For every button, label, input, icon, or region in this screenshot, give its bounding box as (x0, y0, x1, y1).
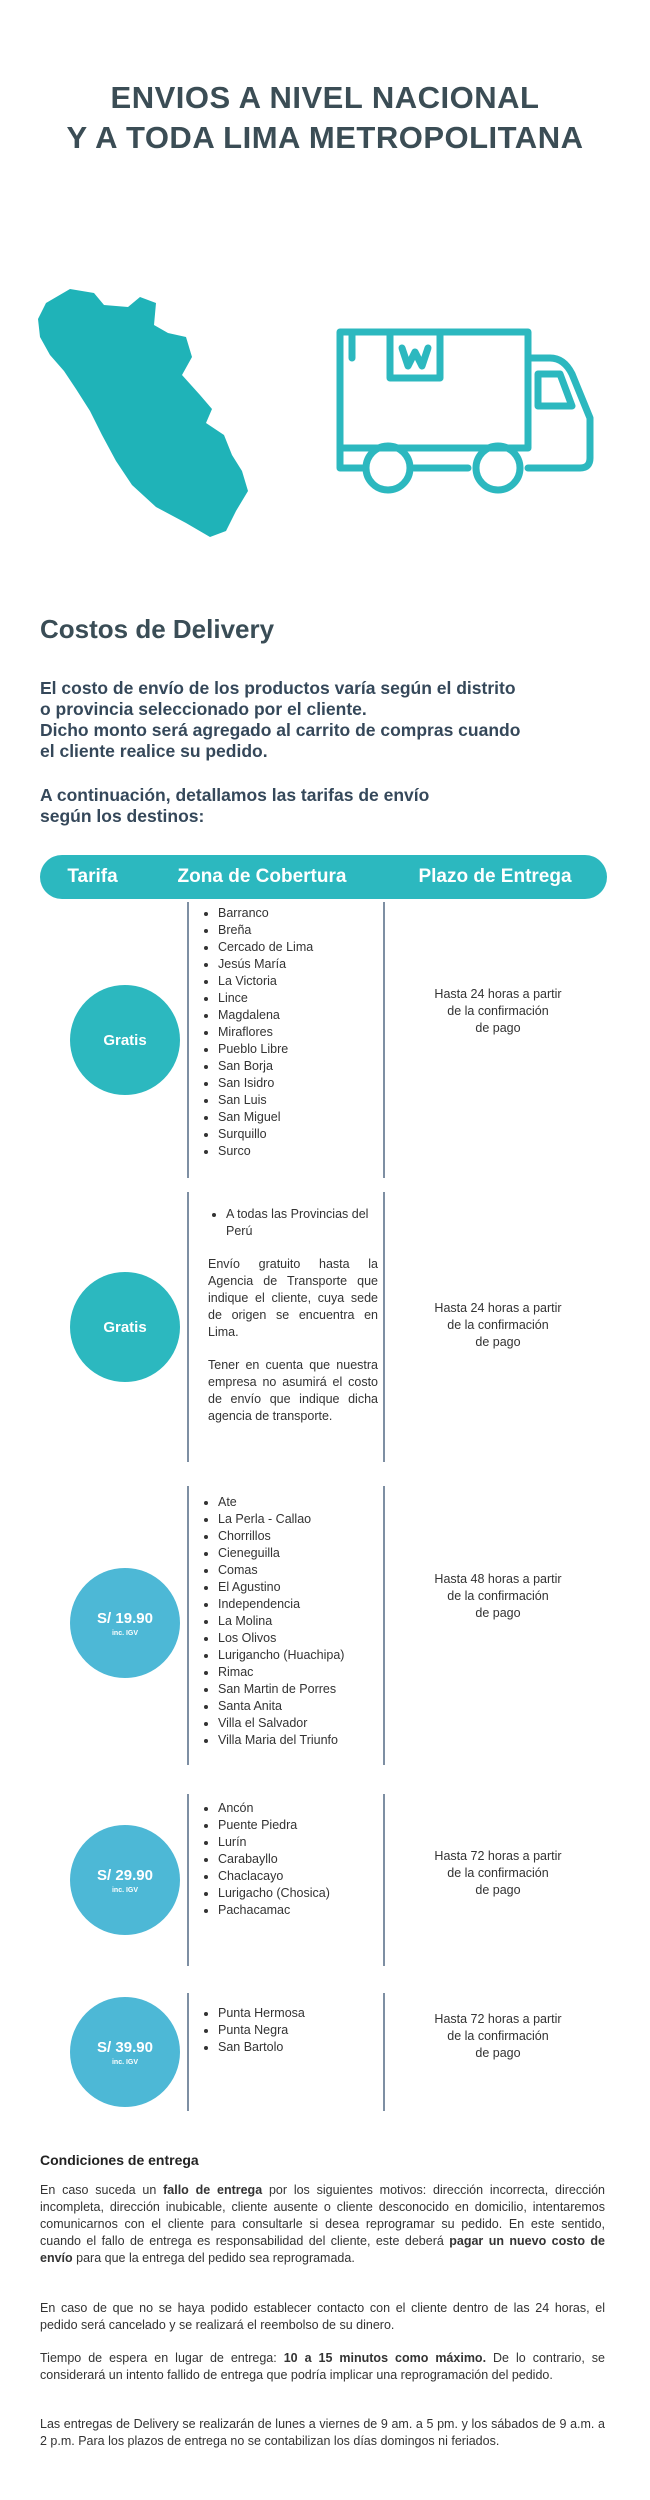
conditions-paragraph-3: Tiempo de espera en lugar de entrega: 10 a 15 minutos como máximo. De lo contrario, se considerará un intento fallido de entrega que podría implicar una reprogramación del pedido. (40, 2351, 605, 2382)
table-row (40, 1486, 607, 1765)
header-plazo: Plazo de Entrega (418, 866, 572, 887)
intro-paragraph-2: A continuación, detallamos las tarifas de envío según los destinos: (40, 785, 430, 826)
header-tarifa: Tarifa (67, 866, 118, 887)
conditions-paragraph-1: En caso suceda un fallo de entrega por los siguientes motivos: dirección incorrecta, dirección incompleta, dirección inubicable, cliente ausente o cliente desconocido en domicilio, intentaremos comunicarnos con el cliente para consultarle si desea reprogramar su pedido. En este sentido, cuando el fallo de entrega es responsabilidad del cliente, este deberá pagar un nuevo costo de envío para que la entrega del pedido sea reprogramada. (40, 2183, 606, 2265)
zone-list: • Ancón • Puente Piedra • Lurín • Carabayllo • Chaclacayo • Lurigacho (Chosica) • Pachacamac (200, 1800, 376, 1919)
title-line-1: ENVIOS A NIVEL NACIONAL (110, 80, 540, 115)
divider (187, 1486, 189, 1765)
delivery-time: Hasta 24 horas a partir de la confirmación de pago (434, 1301, 562, 1349)
divider (383, 1486, 385, 1765)
header-zona: Zona de Cobertura (177, 866, 347, 887)
table-row (40, 902, 607, 1178)
zone-list: • Barranco • Breña • Cercado de Lima • Jesús María • La Victoria • Lince • Magdalena • Miraflores • Pueblo Libre • San Borja • San Isidro • San Luis • San Miguel • Surquillo • Surco (200, 905, 376, 1160)
page-title (0, 78, 650, 158)
peru-map-icon (36, 285, 256, 540)
agency-note: Envío gratuito hasta la Agencia de Transporte que indique el cliente, cuya sede de origen se encuentra en Lima. (208, 1257, 378, 1339)
delivery-time: Hasta 72 horas a partir de la confirmación de pago (434, 2012, 562, 2060)
divider (187, 1794, 189, 1966)
price-badge: Gratis (70, 1272, 180, 1382)
price-badge: S/ 19.90 inc. IGV (70, 1568, 180, 1678)
title-line-2: Y A TODA LIMA METROPOLITANA (66, 120, 584, 155)
delivery-time: Hasta 24 horas a partir de la confirmación de pago (434, 987, 562, 1035)
conditions-paragraph-2: En caso de que no se haya podido establecer contacto con el cliente dentro de las 24 horas, el pedido será cancelado y se realizará el reembolso de su dinero. (40, 2301, 605, 2332)
divider (383, 1192, 385, 1462)
table-row (40, 1794, 607, 1966)
divider (187, 1192, 189, 1462)
divider (383, 902, 385, 1178)
divider (187, 1993, 189, 2111)
table-header (40, 855, 607, 899)
zone-list: • Ate • La Perla - Callao • Chorrillos • Cieneguilla • Comas • El Agustino • Independencia • La Molina • Los Olivos • Lurigancho (Huachipa) • Rimac • San Martin de Porres • Santa Anita • Villa el Salvador • Villa Maria del Triunfo (200, 1494, 376, 1749)
section-title: Costos de Delivery (40, 614, 275, 644)
intro-paragraph-1: El costo de envío de los productos varía según el distrito o provincia seleccionado por el cliente. Dicho monto será agregado al carrito de compras cuando el cliente realice su pedido. (40, 678, 521, 761)
delivery-time: Hasta 72 horas a partir de la confirmación de pago (434, 1849, 562, 1897)
price-badge: Gratis (70, 985, 180, 1095)
delivery-time: Hasta 48 horas a partir de la confirmación de pago (434, 1572, 562, 1620)
divider (383, 1794, 385, 1966)
conditions-title: Condiciones de entrega (40, 2152, 199, 2168)
zone-list: • Punta Hermosa • Punta Negra • San Bartolo (200, 2005, 376, 2056)
delivery-truck-icon (328, 318, 598, 498)
divider (187, 902, 189, 1178)
conditions-paragraph-4: Las entregas de Delivery se realizarán de lunes a viernes de 9 am. a 5 pm. y los sábados de 9 a.m. a 2 p.m. Para los plazos de entrega no se contabilizan los días domingos ni feriados. (40, 2417, 605, 2448)
table-row (40, 1993, 607, 2111)
agency-disclaimer: Tener en cuenta que nuestra empresa no asumirá el costo de envío que indique dicha agencia de transporte. (208, 1358, 378, 1423)
divider (383, 1993, 385, 2111)
price-badge: S/ 29.90 inc. IGV (70, 1825, 180, 1935)
table-row (40, 1192, 607, 1462)
price-badge: S/ 39.90 inc. IGV (70, 1997, 180, 2107)
zone-list: • A todas las Provincias del Perú Envío gratuito hasta la Agencia de Transporte que indique el cliente, cuya sede de origen se encuentra en Lima. Tener en cuenta que nuestra empresa no asumirá el costo de envío que indique dicha agencia de transporte. (208, 1206, 378, 1425)
